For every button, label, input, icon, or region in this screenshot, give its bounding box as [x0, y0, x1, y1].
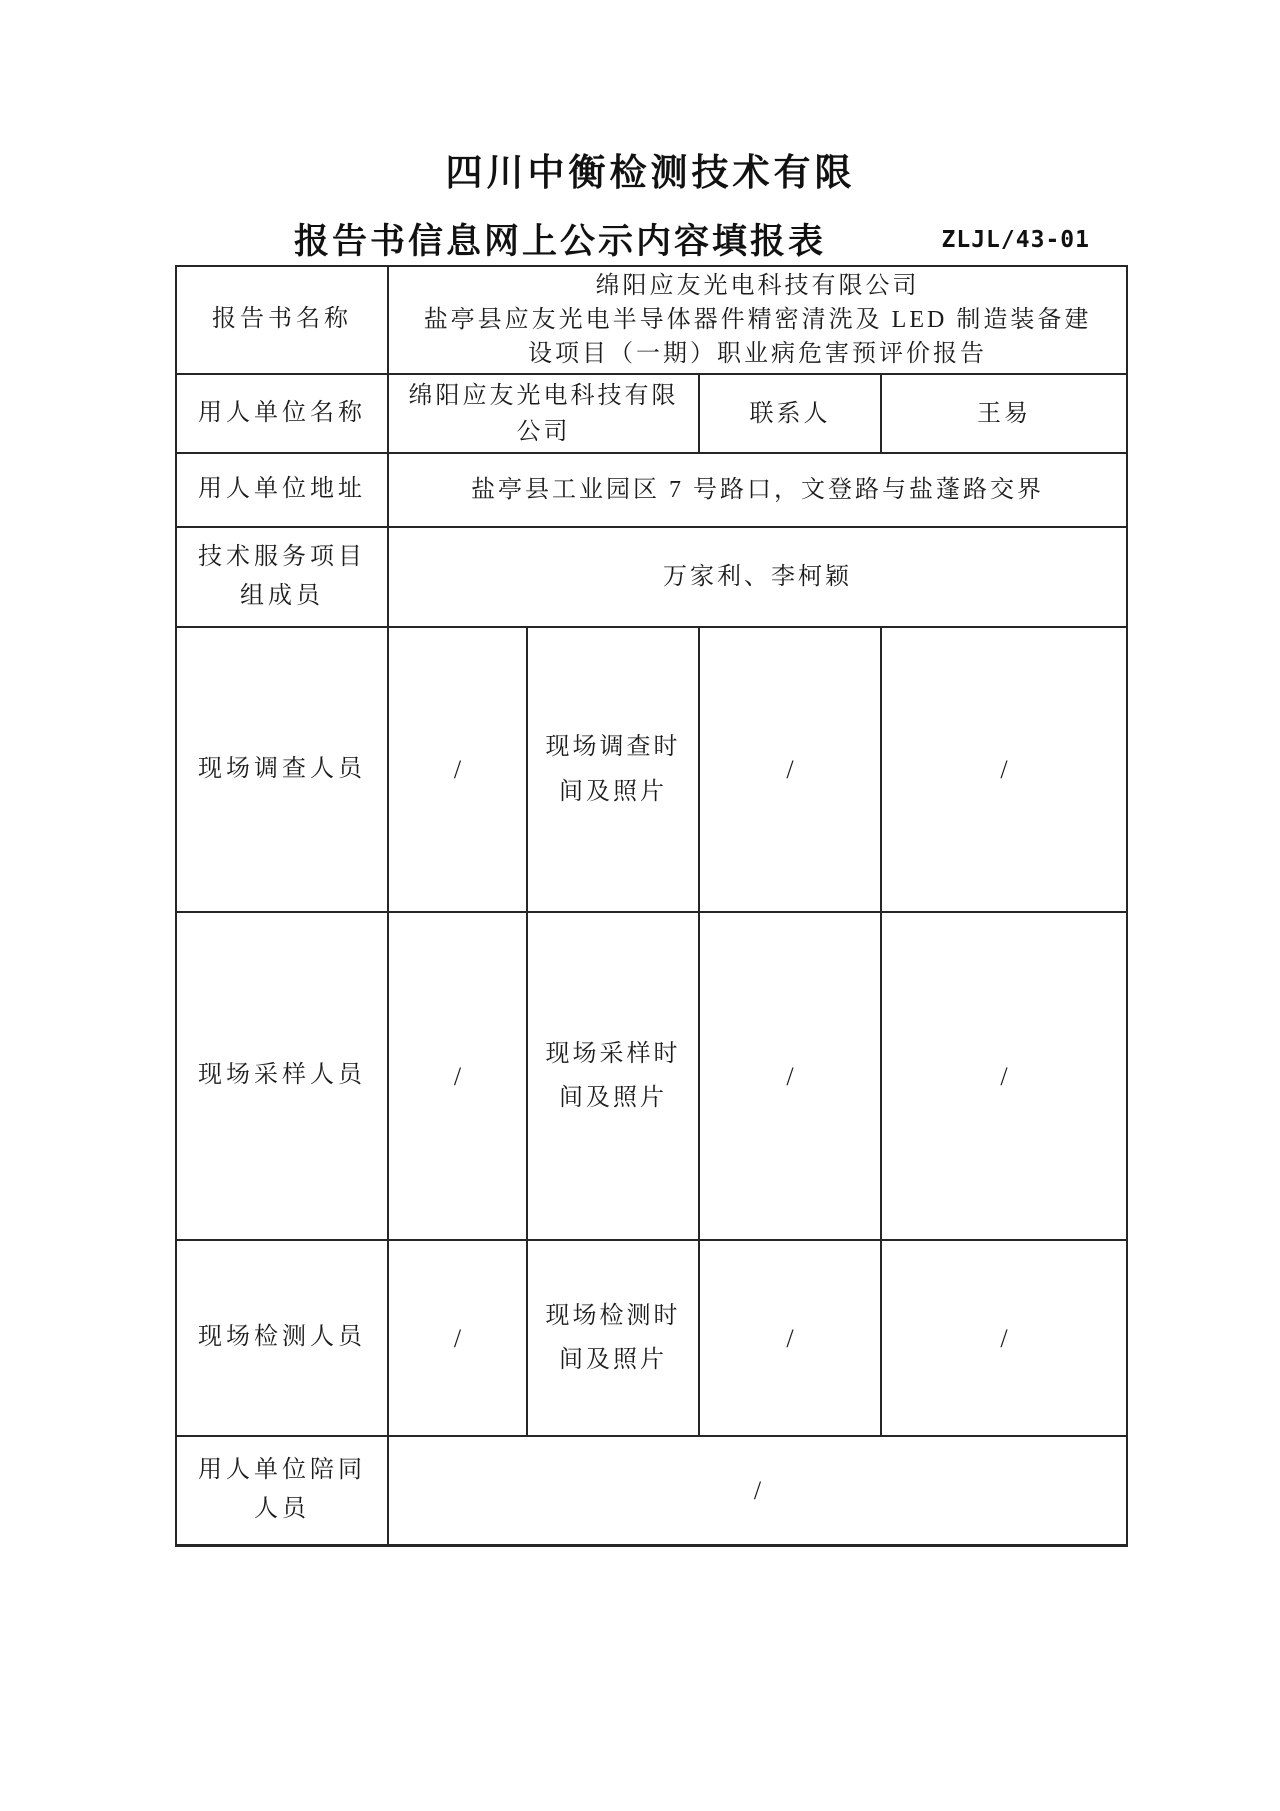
row-site-investigation — [176, 627, 1127, 912]
row-accompany — [176, 1436, 1127, 1545]
report-name-company: 绵阳应友光电科技有限公司 — [595, 273, 920, 299]
report-name-value — [388, 266, 1127, 374]
contact-value: 王易 — [881, 374, 1127, 453]
row-site-testing — [176, 1240, 1127, 1436]
site-sampling-photo: / — [881, 912, 1127, 1240]
employer-address-label: 用人单位地址 — [176, 453, 388, 527]
site-testing-time: / — [699, 1240, 881, 1436]
site-sampling-time-label: 现场采样时间及照片 — [527, 912, 699, 1240]
site-investigation-label: 现场调查人员 — [176, 627, 388, 912]
contact-label: 联系人 — [699, 374, 881, 453]
team-label: 技术服务项目组成员 — [176, 527, 388, 627]
form-code: ZLJL/43-01 — [941, 227, 1090, 253]
accompany-value: / — [388, 1436, 1127, 1545]
row-site-sampling — [176, 912, 1127, 1240]
site-investigation-time-label: 现场调查时间及照片 — [527, 627, 699, 912]
site-testing-time-label: 现场检测时间及照片 — [527, 1240, 699, 1436]
row-employer-address — [176, 453, 1127, 527]
form-title: 报告书信息网上公示内容填报表 — [293, 222, 826, 261]
employer-name-value: 绵阳应友光电科技有限公司 — [388, 374, 699, 453]
company-title: 四川中衡检测技术有限 — [445, 152, 856, 193]
row-employer-name — [176, 374, 1127, 453]
employer-address-value: 盐亭县工业园区 7 号路口，文登路与盐蓬路交界 — [388, 453, 1127, 527]
site-sampling-label: 现场采样人员 — [176, 912, 388, 1240]
site-testing-person: / — [388, 1240, 527, 1436]
site-testing-photo: / — [881, 1240, 1127, 1436]
subtitle-row — [175, 214, 1126, 264]
accompany-label: 用人单位陪同人员 — [176, 1436, 388, 1545]
report-name-label: 报告书名称 — [176, 266, 388, 374]
site-investigation-photo: / — [881, 627, 1127, 912]
row-report-name — [176, 266, 1127, 374]
employer-name-label: 用人单位名称 — [176, 374, 388, 453]
report-name-project: 盐亭县应友光电半导体器件精密清洗及 LED 制造装备建设项目（一期）职业病危害预评价报告 — [423, 307, 1092, 368]
team-value: 万家利、李柯颖 — [388, 527, 1127, 627]
site-testing-label: 现场检测人员 — [176, 1240, 388, 1436]
row-team — [176, 527, 1127, 627]
site-investigation-time: / — [699, 627, 881, 912]
site-investigation-person: / — [388, 627, 527, 912]
report-info-table — [175, 265, 1128, 1547]
site-sampling-time: / — [699, 912, 881, 1240]
site-sampling-person: / — [388, 912, 527, 1240]
